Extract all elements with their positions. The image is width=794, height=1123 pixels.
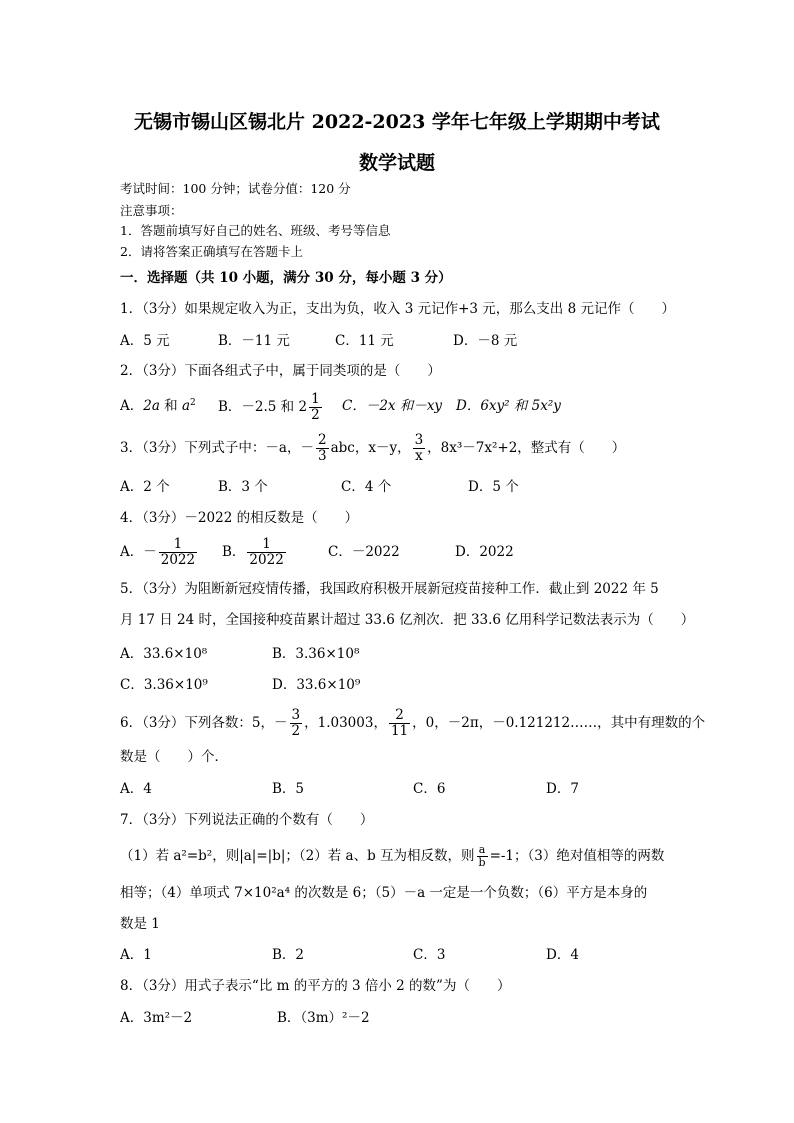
q6-stem-mid: ，1.03003， (304, 715, 387, 731)
q4-option-d: D．2022 (455, 544, 514, 560)
q6-stem-pre: 6．（3分）下列各数：5，－ (120, 715, 288, 731)
q7-stem: 7．（3分）下列说法正确的个数有（ ） (120, 812, 374, 828)
q2-a-term1: 2a (143, 398, 160, 414)
q6-fraction-1 (290, 708, 303, 739)
q2-option-a (120, 397, 196, 415)
q6-f2-numerator: 2 (389, 708, 410, 724)
q1-option-a: A．5 元 (120, 333, 170, 349)
q2-b-fraction (309, 392, 322, 423)
q3-stem-post: ，8x³－7x²+2，整式有（ ） (427, 440, 626, 456)
q7-option-b: B．2 (272, 947, 305, 963)
q7-option-a: A．1 (120, 947, 152, 963)
q2-b-numerator: 1 (311, 391, 320, 407)
q6-stem-line1 (120, 708, 705, 739)
exam-time-info: 考试时间：100 分钟；试卷分值：120 分 (120, 181, 351, 196)
q3-stem-mid: abc，x－y， (330, 440, 411, 456)
q7-f-numerator: a (477, 844, 488, 857)
q1-option-d: D．－8 元 (453, 333, 518, 349)
q1-stem: 1．（3分）如果规定收入为正，支出为负，收入 3 元记作+3 元，那么支出 8 元记作（ ） (120, 301, 675, 317)
q3-stem (120, 433, 625, 464)
section-heading: 一．选择题（共 10 小题，满分 30 分，每小题 3 分） (120, 270, 452, 286)
q6-fraction-2 (389, 708, 410, 739)
q3-f2-denominator: x (415, 448, 423, 464)
q6-f1-numerator: 3 (291, 707, 301, 723)
q4-a-fraction (159, 537, 197, 568)
q7-line1-post: =-1；（3）绝对值相等的两数 (489, 848, 665, 864)
q4-option-c: C．－2022 (328, 544, 400, 560)
q6-stem-post: ，0，－2π，－0.121212……，其中有理数的个 (412, 715, 706, 731)
q7-statement-line3: 数是 1 (120, 916, 160, 932)
q1-option-b: B．－11 元 (218, 333, 290, 349)
q6-option-c: C．6 (413, 781, 446, 797)
q5-stem-line2: 月 17 日 24 时，全国接种疫苗累计超过 33.6 亿剂次．把 33.6 亿用科学记数法表示为（ ） (120, 612, 695, 628)
q5-option-a: A．33.6×10⁸ (120, 646, 208, 662)
q2-a-exponent: 2 (190, 398, 196, 408)
q4-b-prefix: B． (222, 544, 246, 560)
q8-option-a: A．3m²－2 (120, 1010, 193, 1026)
q7-option-c: C．3 (413, 947, 446, 963)
q4-option-a (120, 537, 199, 568)
q7-option-d: D．4 (546, 947, 579, 963)
q6-stem-line2: 数是（ ）个． (120, 749, 228, 765)
q7-f-denominator: b (478, 856, 486, 869)
q3-f2-numerator: 3 (414, 432, 424, 448)
q3-option-b: B．3 个 (218, 479, 268, 495)
q5-option-c: C．3.36×10⁹ (120, 677, 208, 693)
q2-a-prefix: A． (120, 398, 144, 414)
q2-stem: 2．（3分）下面各组式子中，属于同类项的是（ ） (120, 363, 441, 379)
q1-option-c: C．11 元 (335, 333, 394, 349)
q4-option-b (222, 537, 288, 568)
q4-b-fraction (247, 537, 285, 568)
q2-b-prefix: B．－2.5 和 2 (218, 399, 308, 415)
q4-stem: 4．（3分）－2022 的相反数是（ ） (120, 510, 359, 526)
q3-option-a: A．2 个 (120, 479, 170, 495)
exam-title: 无锡市锡山区锡北片 2022-2023 学年七年级上学期期中考试 (134, 111, 660, 133)
notes-title: 注意事项： (120, 203, 183, 218)
q8-stem: 8．（3分）用式子表示“比 m 的平方的 3 倍小 2 的数”为（ ） (120, 978, 511, 994)
q2-a-term2: a (181, 398, 191, 414)
q5-stem-line1: 5．（3分）为阻断新冠疫情传播，我国政府积极开展新冠疫苗接种工作．截止到 2022 年 5 (120, 581, 659, 597)
q7-fraction (477, 844, 488, 869)
q4-a-denominator: 2022 (160, 552, 196, 568)
q4-b-numerator: 1 (247, 537, 285, 553)
q2-a-and: 和 (159, 398, 182, 414)
q7-statement-line1 (120, 844, 664, 869)
q6-f2-denominator: 11 (390, 723, 409, 739)
q6-f1-denominator: 2 (291, 723, 301, 739)
q7-statement-line2: 相等；（4）单项式 7×10²a⁴ 的次数是 6；（5）－a 一定是一个负数；（6）平方是本身的 (120, 885, 648, 901)
q4-a-numerator: 1 (159, 537, 197, 553)
q2-option-b (218, 392, 324, 423)
q2-option-c: C．－2x 和－xy (342, 398, 443, 414)
note-1: 1．答题前填写好自己的姓名、班级、考号等信息 (120, 223, 391, 238)
q7-line1-pre: （1）若 a²=b²，则|a|=|b|；（2）若 a、b 互为相反数，则 (120, 848, 475, 864)
q6-option-a: A．4 (120, 781, 152, 797)
exam-subtitle: 数学试题 (358, 152, 435, 174)
q3-fraction-2 (413, 433, 426, 464)
q3-f1-numerator: 2 (317, 432, 327, 448)
q3-f1-denominator: 3 (317, 448, 327, 464)
q6-option-b: B．5 (272, 781, 305, 797)
q2-option-d: D．6xy² 和 5x²y (456, 398, 561, 414)
q5-option-d: D．33.6×10⁹ (272, 677, 361, 693)
q3-option-c: C．4 个 (341, 479, 392, 495)
q5-option-b: B．3.36×10⁸ (272, 646, 360, 662)
q3-option-d: D．5 个 (468, 479, 519, 495)
q8-option-b: B．（3m）²－2 (277, 1010, 370, 1026)
note-2: 2．请将答案正确填写在答题卡上 (120, 244, 303, 259)
q4-a-prefix: A．－ (120, 544, 157, 560)
q6-option-d: D．7 (546, 781, 579, 797)
q4-b-denominator: 2022 (249, 552, 284, 568)
q3-fraction-1 (316, 433, 329, 464)
q3-stem-pre: 3．（3分）下列式子中：－a，－ (120, 440, 314, 456)
q2-b-denominator: 2 (311, 407, 320, 423)
